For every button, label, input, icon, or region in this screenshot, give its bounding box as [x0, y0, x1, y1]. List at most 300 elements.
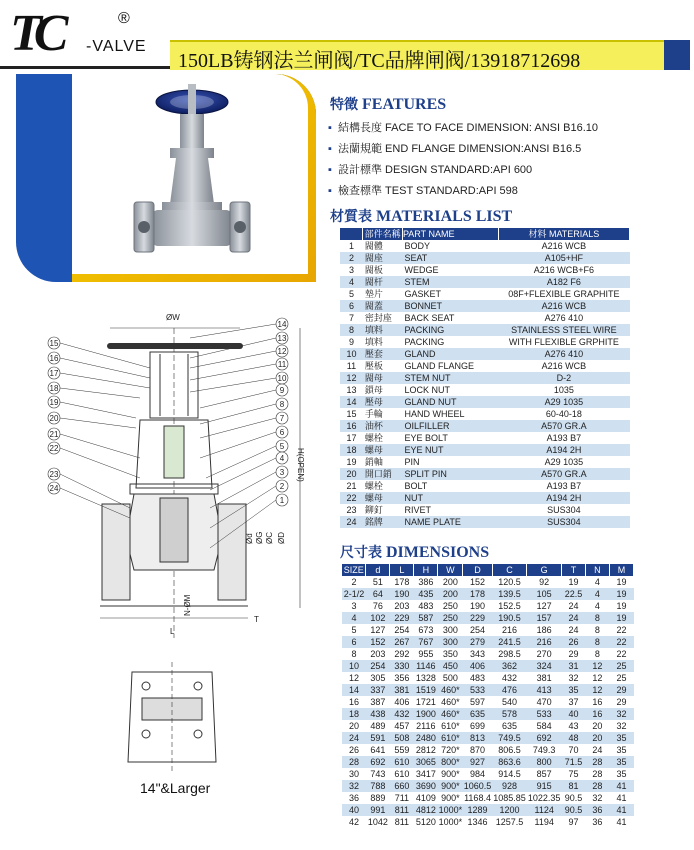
- dim-l-label: L: [170, 627, 175, 636]
- dimensions-cell: 4: [594, 601, 600, 611]
- dimensions-cell: 22: [616, 625, 627, 635]
- materials-row: [340, 396, 630, 408]
- materials-row: [340, 492, 630, 504]
- dimensions-cell: 870: [470, 745, 486, 755]
- dimensions-cell: 1042: [367, 817, 388, 827]
- materials-row: [340, 336, 630, 348]
- materials-cell: A193 B7: [546, 433, 582, 443]
- dimensions-cell: 186: [536, 625, 552, 635]
- large-size-detail-drawing: [112, 662, 232, 774]
- materials-cell: A570 GR.A: [498, 420, 629, 432]
- dimensions-cell: 1900: [415, 709, 436, 719]
- dimensions-cell: 127: [536, 601, 552, 611]
- feature-item: [328, 160, 688, 181]
- materials-cell: 08F+FLEXIBLE GRAPHITE: [508, 289, 620, 299]
- logo-brand: -VALVE: [86, 38, 147, 55]
- dimensions-cell: 2480: [415, 733, 436, 743]
- dimensions-cell: 476: [492, 684, 527, 696]
- dimensions-cell: 660: [390, 780, 414, 792]
- dimensions-cell: 200: [438, 588, 463, 600]
- materials-cell: STAINLESS STEEL WIRE: [498, 324, 629, 336]
- dimensions-cell: 915: [527, 780, 562, 792]
- dimensions-cell: 811: [390, 804, 414, 816]
- dimensions-cell: 24: [592, 745, 603, 755]
- materials-row: [340, 444, 630, 456]
- dimensions-row: [342, 744, 634, 756]
- materials-cell: BONNET: [402, 300, 498, 312]
- dimensions-cell: 19: [609, 612, 633, 624]
- materials-cell: 6: [340, 300, 363, 312]
- feature-text: 結構長度 FACE TO FACE DIMENSION: ANSI B16.10: [338, 122, 598, 134]
- dimensions-cell: 32: [592, 793, 603, 803]
- dimensions-cell: 36: [585, 804, 609, 816]
- materials-cell: BODY: [404, 241, 430, 251]
- dimensions-cell: 720*: [441, 745, 460, 755]
- dimensions-cell: 5120: [415, 817, 436, 827]
- feature-item: [328, 181, 688, 202]
- dimensions-cell: 216: [527, 636, 562, 648]
- dimensions-cell: 1328: [415, 673, 436, 683]
- dimensions-row: [342, 660, 634, 672]
- materials-row: [340, 300, 630, 312]
- callout-label: 18: [49, 384, 59, 393]
- dimensions-cell: 1124: [527, 804, 562, 816]
- materials-cell: 17: [346, 433, 357, 443]
- dimensions-cell: 20: [592, 721, 603, 731]
- dimensions-cell: 381: [536, 673, 552, 683]
- dimensions-cell: 41: [616, 793, 627, 803]
- materials-cell: 壓母: [363, 396, 403, 408]
- materials-title-en: MATERIALS LIST: [376, 208, 513, 225]
- dimensions-cell: 699: [470, 721, 486, 731]
- callout-label: 8: [279, 400, 285, 409]
- materials-cell: A194 2H: [498, 492, 629, 504]
- materials-cell: HAND WHEEL: [404, 409, 465, 419]
- dimensions-header-row: [342, 564, 634, 576]
- materials-cell: 7: [348, 313, 354, 323]
- materials-row: [340, 240, 630, 252]
- dimensions-title-cn: 尺寸表: [340, 546, 382, 561]
- materials-cell: EYE BOLT: [404, 433, 448, 443]
- dimensions-cell: 300: [442, 625, 458, 635]
- dimensions-cell: 203: [370, 649, 386, 659]
- logo-mark: TC: [10, 5, 61, 62]
- dimensions-cell: 432: [502, 673, 518, 683]
- title-bar-edge: [664, 40, 690, 70]
- dimensions-cell: 298.5: [498, 649, 521, 659]
- dimensions-cell: 35: [609, 732, 633, 744]
- materials-cell: PACKING: [402, 324, 498, 336]
- dimensions-cell: 356: [394, 673, 410, 683]
- dimensions-cell: 4812: [415, 805, 436, 815]
- dimensions-row: [342, 780, 634, 792]
- dimensions-cell: 24: [562, 612, 586, 624]
- dimensions-cell: 767: [414, 636, 438, 648]
- materials-cell: SEAT: [402, 252, 498, 264]
- dimensions-cell: 788: [366, 780, 390, 792]
- dimensions-cell: 25: [616, 673, 627, 683]
- dimensions-cell: 813: [463, 732, 492, 744]
- dimensions-cell: 438: [366, 708, 390, 720]
- materials-cell: A29 1035: [544, 457, 584, 467]
- materials-cell: A216 WCB+F6: [533, 265, 595, 275]
- dimensions-cell: 991: [366, 804, 390, 816]
- materials-row: [340, 516, 630, 528]
- materials-cell: GASKET: [404, 289, 441, 299]
- dimensions-cell: 1194: [534, 817, 554, 827]
- callout-label: 24: [49, 484, 59, 493]
- materials-cell: 閥母: [363, 372, 403, 384]
- materials-row: [340, 264, 630, 276]
- materials-cell: PIN: [404, 457, 420, 467]
- dimensions-cell: 35: [609, 756, 633, 768]
- dimensions-cell: 76: [372, 601, 383, 611]
- dimensions-cell: 120.5: [498, 577, 521, 587]
- dimensions-title-en: DIMENSIONS: [386, 544, 490, 561]
- materials-row: [340, 360, 630, 372]
- materials-cell: NAME PLATE: [402, 516, 498, 528]
- materials-cell: 8: [340, 324, 363, 336]
- callout-label: 11: [277, 360, 287, 369]
- materials-row: [340, 288, 630, 300]
- dimensions-cell: 460*: [438, 684, 463, 696]
- dimensions-row: [342, 732, 634, 744]
- materials-cell: 壓套: [363, 348, 403, 360]
- materials-cell: 螺母: [363, 492, 403, 504]
- dimensions-cell: 12: [348, 673, 359, 683]
- dimensions-cell: 641: [370, 745, 386, 755]
- materials-row: [340, 504, 630, 516]
- dimensions-cell: 250: [438, 612, 463, 624]
- dimensions-cell: 22: [616, 649, 627, 659]
- dimensions-cell: 1146: [414, 660, 438, 672]
- dimensions-cell: 26: [348, 745, 359, 755]
- dimensions-cell: 587: [414, 612, 438, 624]
- dimensions-cell: 19: [616, 577, 627, 587]
- dimensions-cell: 386: [418, 577, 434, 587]
- materials-header-cell: [340, 228, 363, 240]
- header-rule: [0, 66, 174, 69]
- dimensions-cell: 591: [366, 732, 390, 744]
- dimensions-cell: 450: [438, 660, 463, 672]
- materials-cell: 螺栓: [364, 433, 383, 443]
- dimensions-cell: 381: [390, 684, 414, 696]
- dimensions-cell: 1000*: [438, 805, 463, 815]
- dimensions-cell: 330: [390, 660, 414, 672]
- materials-cell: 銘牌: [363, 516, 403, 528]
- materials-row: [340, 324, 630, 336]
- dimensions-header-cell: L: [390, 564, 414, 576]
- dim-g-label: ØG: [255, 531, 264, 544]
- features-title-en: FEATURES: [362, 96, 447, 113]
- dimensions-cell: 25: [609, 660, 633, 672]
- dimensions-row: [342, 768, 634, 780]
- dimensions-cell: 32: [616, 721, 627, 731]
- dimensions-cell: 102: [366, 612, 390, 624]
- callout-label: 10: [277, 374, 287, 383]
- dimensions-cell: 597: [470, 697, 486, 707]
- dimensions-cell: 19: [568, 577, 579, 587]
- dimensions-cell: 800: [527, 756, 562, 768]
- materials-cell: 開口銷: [363, 468, 403, 480]
- dimensions-cell: 806.5: [498, 745, 521, 755]
- callout-label: 22: [49, 444, 59, 453]
- dimensions-cell: 337: [366, 684, 390, 696]
- materials-cell: 壓板: [364, 361, 383, 371]
- materials-cell: OILFILLER: [402, 420, 498, 432]
- dimensions-header-cell: N: [585, 564, 609, 576]
- materials-cell: A105+HF: [498, 252, 629, 264]
- materials-cell: A182 F6: [498, 276, 629, 288]
- dimensions-cell: 19: [609, 588, 633, 600]
- dimensions-cell: 43: [568, 721, 579, 731]
- dimensions-cell: 139.5: [492, 588, 527, 600]
- dimensions-cell: 200: [442, 577, 458, 587]
- dim-t-label: T: [254, 615, 259, 624]
- dimensions-cell: 90.5: [564, 793, 583, 803]
- materials-row: [340, 480, 630, 492]
- dimensions-cell: 3065: [415, 757, 436, 767]
- dimensions-cell: 16: [348, 697, 359, 707]
- dimensions-cell: 20: [348, 721, 359, 731]
- dimensions-cell: 71.5: [562, 756, 586, 768]
- dimensions-cell: 2116: [416, 721, 436, 731]
- dimensions-row: [342, 708, 634, 720]
- dimensions-cell: 900*: [441, 793, 460, 803]
- dimensions-cell: 300: [438, 636, 463, 648]
- dimensions-cell: 292: [394, 649, 410, 659]
- callout-label: 4: [279, 454, 285, 463]
- dimensions-cell: 1346: [467, 817, 488, 827]
- dimensions-cell: 863.6: [492, 756, 527, 768]
- dimensions-cell: 32: [342, 780, 366, 792]
- dimensions-cell: 28: [585, 756, 609, 768]
- dimensions-cell: 12: [585, 660, 609, 672]
- dimensions-cell: 48: [562, 732, 586, 744]
- dimensions-cell: 81: [562, 780, 586, 792]
- dimensions-row: [342, 756, 634, 768]
- dimensions-cell: 635: [463, 708, 492, 720]
- features-title: [330, 94, 446, 114]
- callout-label: 5: [279, 442, 285, 451]
- dimensions-cell: 743: [370, 769, 386, 779]
- page-title: 150LB铸钢法兰闸阀/TC品牌闸阀/13918712698: [178, 50, 581, 72]
- dimensions-header-cell: C: [492, 564, 527, 576]
- materials-cell: 閥杆: [363, 276, 403, 288]
- dimensions-cell: 22: [609, 636, 633, 648]
- materials-cell: 18: [340, 444, 363, 456]
- dimensions-cell: 75: [568, 769, 579, 779]
- dimensions-cell: 692: [527, 732, 562, 744]
- materials-cell: A570 GR.A: [498, 468, 629, 480]
- dimensions-cell: 36: [592, 817, 603, 827]
- dimensions-cell: 1022.35: [527, 793, 561, 803]
- dimensions-cell: 10: [342, 660, 366, 672]
- dimensions-row: [342, 804, 634, 816]
- dimensions-cell: 216: [502, 625, 518, 635]
- dimensions-cell: 16: [585, 708, 609, 720]
- materials-cell: STEM: [402, 276, 498, 288]
- materials-cell: A276 410: [498, 348, 629, 360]
- materials-cell: 閥蓋: [363, 300, 403, 312]
- dimensions-cell: 4: [594, 577, 600, 587]
- materials-row: [340, 372, 630, 384]
- callout-label: 7: [279, 414, 285, 423]
- callout-label: 17: [49, 369, 59, 378]
- dimensions-cell: 8: [594, 625, 600, 635]
- dimensions-row: [342, 720, 634, 732]
- materials-cell: 22: [340, 492, 363, 504]
- product-photo: [72, 74, 308, 274]
- dimensions-cell: 267: [390, 636, 414, 648]
- dimensions-cell: 190: [390, 588, 414, 600]
- materials-cell: EYE NUT: [402, 444, 498, 456]
- dimensions-cell: 4: [342, 612, 366, 624]
- dimensions-cell: 1085.85: [493, 793, 526, 803]
- callout-label: 2: [279, 482, 285, 491]
- materials-cell: GLAND NUT: [402, 396, 498, 408]
- callout-label: 16: [49, 354, 59, 363]
- dimensions-header-cell: M: [609, 564, 633, 576]
- dimensions-cell: 635: [502, 721, 518, 731]
- title-bar: [170, 40, 664, 70]
- materials-cell: 9: [348, 337, 354, 347]
- dimensions-cell: 24: [568, 625, 579, 635]
- dimensions-cell: 4: [585, 588, 609, 600]
- dimensions-row: [342, 636, 634, 648]
- materials-title-cn: 材質表: [330, 210, 372, 225]
- feature-item: [328, 139, 688, 160]
- dimensions-cell: 413: [527, 684, 562, 696]
- dimensions-cell: 435: [414, 588, 438, 600]
- materials-cell: A216 WCB: [541, 241, 587, 251]
- materials-cell: 13: [346, 385, 357, 395]
- dimensions-row: [342, 816, 634, 828]
- dimensions-header-cell: G: [527, 564, 562, 576]
- dimensions-cell: 2812: [415, 745, 436, 755]
- dimensions-cell: 20: [585, 732, 609, 744]
- materials-cell: 鉚釘: [364, 505, 383, 515]
- materials-cell: 填料: [364, 337, 383, 347]
- dimensions-cell: 29: [568, 649, 579, 659]
- dimensions-cell: 460*: [438, 708, 463, 720]
- materials-cell: WITH FLEXIBLE GRPHITE: [508, 337, 619, 347]
- dim-h-label: H(OPEN): [296, 448, 305, 482]
- dimensions-cell: 18: [342, 708, 366, 720]
- features-list: [328, 118, 688, 202]
- materials-header-cell: PART NAME: [402, 228, 498, 240]
- dimensions-cell: 955: [418, 649, 434, 659]
- dimensions-cell: 8: [585, 612, 609, 624]
- dimensions-cell: 97: [568, 817, 579, 827]
- dimensions-row: [342, 684, 634, 696]
- dimensions-cell: 889: [370, 793, 386, 803]
- feature-item: [328, 118, 688, 139]
- materials-cell: PACKING: [404, 337, 445, 347]
- feature-text: 檢查標準 TEST STANDARD:API 598: [338, 185, 518, 197]
- materials-cell: 19: [346, 457, 357, 467]
- materials-cell: 閥體: [364, 241, 383, 251]
- dimensions-cell: 1168.4: [464, 793, 491, 803]
- dimensions-cell: 24: [568, 601, 579, 611]
- materials-cell: A216 WCB: [498, 300, 629, 312]
- callout-label: 13: [277, 334, 287, 343]
- dimensions-cell: 35: [616, 745, 627, 755]
- dimensions-cell: 406: [463, 660, 492, 672]
- dimensions-cell: 105: [527, 588, 562, 600]
- materials-cell: 16: [340, 420, 363, 432]
- materials-cell: 3: [348, 265, 354, 275]
- materials-cell: 60-40-18: [545, 409, 582, 419]
- dimensions-cell: 241.5: [492, 636, 527, 648]
- callout-label: 1: [279, 496, 285, 505]
- materials-cell: 12: [340, 372, 363, 384]
- dimensions-cell: 6: [342, 636, 366, 648]
- dimensions-cell: 350: [442, 649, 458, 659]
- materials-table: [340, 228, 630, 528]
- dimensions-cell: 1721: [415, 697, 436, 707]
- dimensions-cell: 8: [351, 649, 357, 659]
- materials-cell: D-2: [498, 372, 629, 384]
- materials-cell: 24: [340, 516, 363, 528]
- materials-cell: A216 WCB: [541, 361, 587, 371]
- dimensions-cell: 483: [470, 673, 486, 683]
- dimensions-row: [342, 648, 634, 660]
- materials-cell: 墊片: [364, 289, 383, 299]
- dimensions-cell: 343: [470, 649, 486, 659]
- materials-row: [340, 420, 630, 432]
- dimensions-header-cell: H: [414, 564, 438, 576]
- callout-label: 14: [277, 320, 287, 329]
- materials-title: [330, 206, 512, 226]
- materials-row: [340, 276, 630, 288]
- dimensions-cell: 578: [492, 708, 527, 720]
- dimensions-cell: 19: [616, 601, 627, 611]
- dimensions-cell: 610: [394, 769, 410, 779]
- materials-cell: A29 1035: [498, 396, 629, 408]
- callout-label: 19: [49, 398, 59, 407]
- dimensions-cell: 900*: [441, 769, 460, 779]
- materials-cell: 手輪: [364, 409, 383, 419]
- dimensions-cell: 28: [585, 780, 609, 792]
- materials-cell: 密封座: [364, 313, 392, 323]
- callout-label: 15: [49, 339, 59, 348]
- registered-mark: ®: [118, 10, 130, 27]
- dimensions-row: [342, 624, 634, 636]
- materials-cell: SUS304: [547, 505, 581, 515]
- materials-cell: 21: [346, 481, 357, 491]
- materials-header-cell: 部件名稱: [364, 229, 401, 239]
- dimensions-cell: 36: [348, 793, 359, 803]
- materials-cell: 填料: [363, 324, 403, 336]
- valve-section-drawing: [40, 308, 310, 648]
- dimensions-cell: 40: [342, 804, 366, 816]
- dimensions-cell: 28: [592, 769, 603, 779]
- dimensions-cell: 811: [394, 817, 410, 827]
- dimensions-cell: 305: [370, 673, 386, 683]
- dimensions-cell: 914.5: [498, 769, 521, 779]
- materials-row: [340, 348, 630, 360]
- dim-nm-label: N-ØM: [183, 594, 192, 616]
- callout-label: 3: [279, 468, 285, 477]
- dimensions-cell: 250: [442, 601, 458, 611]
- dimensions-cell: 70: [568, 745, 579, 755]
- materials-cell: 10: [340, 348, 363, 360]
- materials-row: [340, 252, 630, 264]
- dimensions-cell: 483: [418, 601, 434, 611]
- dimensions-cell: 508: [390, 732, 414, 744]
- materials-cell: 4: [340, 276, 363, 288]
